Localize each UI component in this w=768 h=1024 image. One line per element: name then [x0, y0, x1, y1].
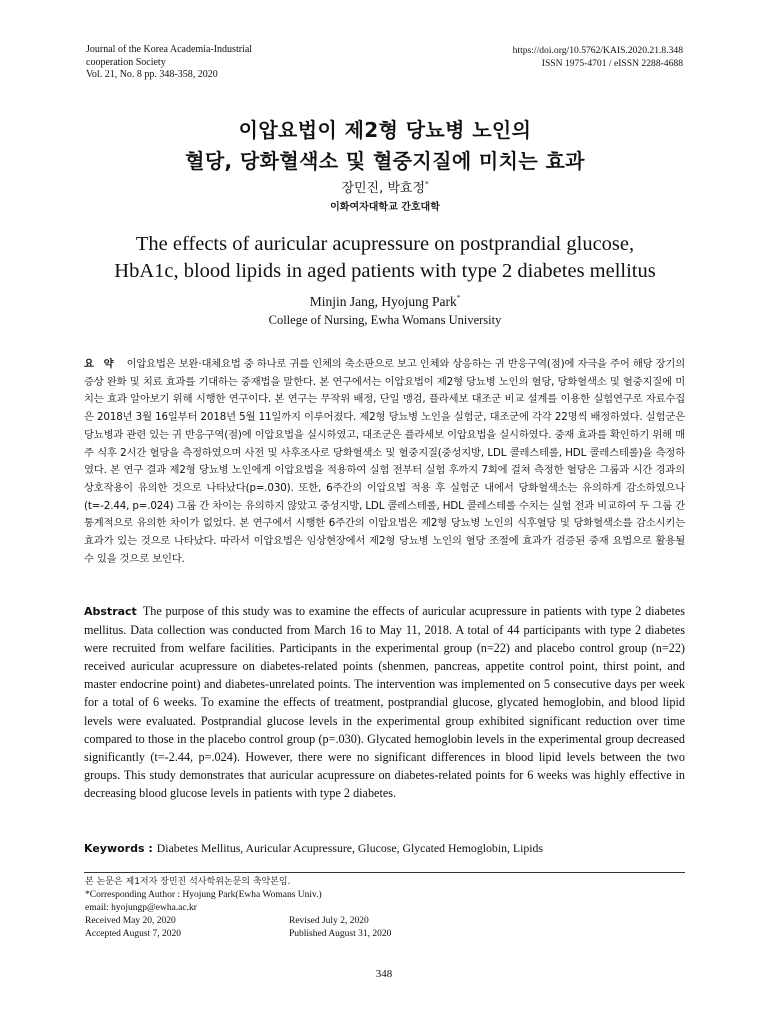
- published-date: Published August 31, 2020: [289, 929, 392, 939]
- thesis-note: 본 논문은 제1저자 장민진 석사학위논문의 축약본임.: [85, 877, 291, 887]
- english-abstract-text: The purpose of this study was to examine the effects of auricular acupressure in patients with type 2 diabetes mellitus. Data collection was conducted from March 16 to May 11, 2018. A total of 44 participants with type 2 diabetes were recruited from welfare facilities. Participants in the experimental group (n=22) and placebo control group (n=22) received auricular acupressure on diabetes-related points (shenmen, pancreas, appetite control point, thirst point, and master endocrine point) and diabetes-unrelated points. The intervention was implemented on 5 consecutive days per week for a total of 6 weeks. To examine the effects of treatment, postprandial glucose, glycated hemoglobin, and blood lipid levels were evaluated. Postprandial glucose levels in the experimental group exhibited significant reduction over time compared to those in the placebo control group (p=.030). Glycated hemoglobin levels in the experimental group decreased significantly (t=-2.44, p=.024). However, there were no significant differences in blood lipid levels between the two groups. This study demonstrates that auricular acupressure on diabetes-related points for 6 weeks was highly effective in decreasing blood glucose levels in patients with type 2 diabetes.: [84, 604, 685, 800]
- english-title-line1: The effects of auricular acupressure on postprandial glucose,: [135, 233, 635, 255]
- korean-title: [86, 115, 684, 177]
- doi-block: [513, 45, 683, 70]
- journal-info: [86, 44, 252, 82]
- received-date: Received May 20, 2020: [85, 916, 176, 926]
- footnote: [85, 876, 392, 941]
- footnote-divider: [84, 872, 685, 873]
- email[interactable]: email: hyojungp@ewha.ac.kr: [85, 903, 197, 913]
- korean-abstract-label: 요 약: [84, 358, 117, 370]
- korean-affiliation: 이화여자대학교 간호대학: [330, 202, 440, 213]
- english-abstract-label: Abstract: [84, 605, 137, 618]
- journal-name-line2: cooperation Society: [86, 56, 166, 68]
- journal-volume: Vol. 21, No. 8 pp. 348-358, 2020: [86, 69, 218, 80]
- english-abstract: [84, 602, 685, 802]
- corresponding-author: *Corresponding Author : Hyojung Park(Ewha Womans Univ.): [85, 890, 322, 900]
- korean-abstract-text: 이압요법은 보완·대체요법 중 하나로 귀를 인체의 축소판으로 보고 인체와 상응하는 귀 반응구역(점)에 자극을 주어 해당 장기의 증상 완화 및 치료 효과를 기대하는 중재법을 말한다. 본 연구에서는 이압요법이 제2형 당뇨병 노인의 혈당, 당화혈색소 및 혈중지질에 미치는 효과 알아보기 위해 시행한 연구이다. 본 연구는 무작위 배정, 단일 맹검, 플라세보 대조군 비교 설계를 이용한 실험연구로 자료수집은 2018년 3월 16일부터 2018년 5월 11일까지 이루어졌다. 제2형 당뇨병 노인을 실험군, 대조군에 각각 22명씩 배정하였다. 실험군은 당뇨병과 관련 있는 귀 반응구역(점)에 이압요법을 실시하였고, 대조군은 플라세보 이압요법을 실시하였다. 중재 효과를 확인하기 위해 매주 식후 2시간 혈당을 측정하였으며 사전 및 사후조사로 당화혈색소 및 혈중지질(중성지방, LDL 콜레스테롤, HDL 콜레스테롤)을 측정하였다. 본 연구 결과 제2형 당뇨병 노인에게 이압요법을 적용하여 실험 전부터 실험 후까지 7회에 걸쳐 측정한 혈당은 그룹과 시간 경과의 상호작용이 유의한 것으로 나타났다(p=.030). 또한, 6주간의 이압요법 적용 후 실험군 내에서 당화혈색소는 유의하게 감소하였으나(t=-2.44, p=.024) 그룹 간 차이는 유의하지 않았고 중성지방, LDL 콜레스테롤, HDL 콜레스테롤 수치는 실험 전과 비교하여 두 그룹 간 통계적으로 유의한 차이가 없었다. 본 연구에서 시행한 6주간의 이압요법은 제2형 당뇨병 노인의 식후혈당 및 당화혈색소를 감소시키는 효과가 있는 것으로 나타났다. 따라서 이압요법은 임상현장에서 제2형 당뇨병 노인의 혈당 조절에 효과가 검증된 중재 요법으로 활용될 수 있을 것으로 보인다.: [84, 358, 685, 565]
- keywords: [84, 841, 685, 856]
- journal-name-line1: Journal of the Korea Academia-Industrial: [86, 44, 253, 55]
- korean-abstract: [84, 356, 685, 568]
- english-authors: [86, 293, 684, 310]
- keywords-text: Diabetes Mellitus, Auricular Acupressure, Glucose, Glycated Hemoglobin, Lipids: [156, 841, 544, 855]
- accepted-date: Accepted August 7, 2020: [85, 929, 182, 939]
- revised-date: Revised July 2, 2020: [289, 916, 369, 926]
- korean-title-line2: 혈당, 당화혈색소 및 혈중지질에 미치는 효과: [185, 149, 585, 173]
- korean-author-names: 장민진, 박효정: [341, 181, 426, 196]
- doi-link[interactable]: https://doi.org/10.5762/KAIS.2020.21.8.348: [512, 45, 683, 56]
- corresponding-mark-en: *: [456, 294, 461, 302]
- english-title: [86, 231, 684, 285]
- dates-row-1: [85, 915, 369, 928]
- page-number: 348: [375, 968, 393, 980]
- keywords-label: Keywords :: [84, 842, 153, 855]
- korean-title-line1: 이압요법이 제2형 당뇨병 노인의: [238, 118, 532, 142]
- dates-row-2: [85, 928, 392, 941]
- korean-authors: [86, 181, 684, 197]
- english-title-line2: HbA1c, blood lipids in aged patients with type 2 diabetes mellitus: [114, 260, 656, 282]
- issn: ISSN 1975-4701 / eISSN 2288-4688: [541, 57, 683, 69]
- corresponding-mark: *: [425, 180, 429, 188]
- english-author-names: Minjin Jang, Hyojung Park: [309, 294, 457, 309]
- english-affiliation: College of Nursing, Ewha Womans University: [268, 313, 502, 327]
